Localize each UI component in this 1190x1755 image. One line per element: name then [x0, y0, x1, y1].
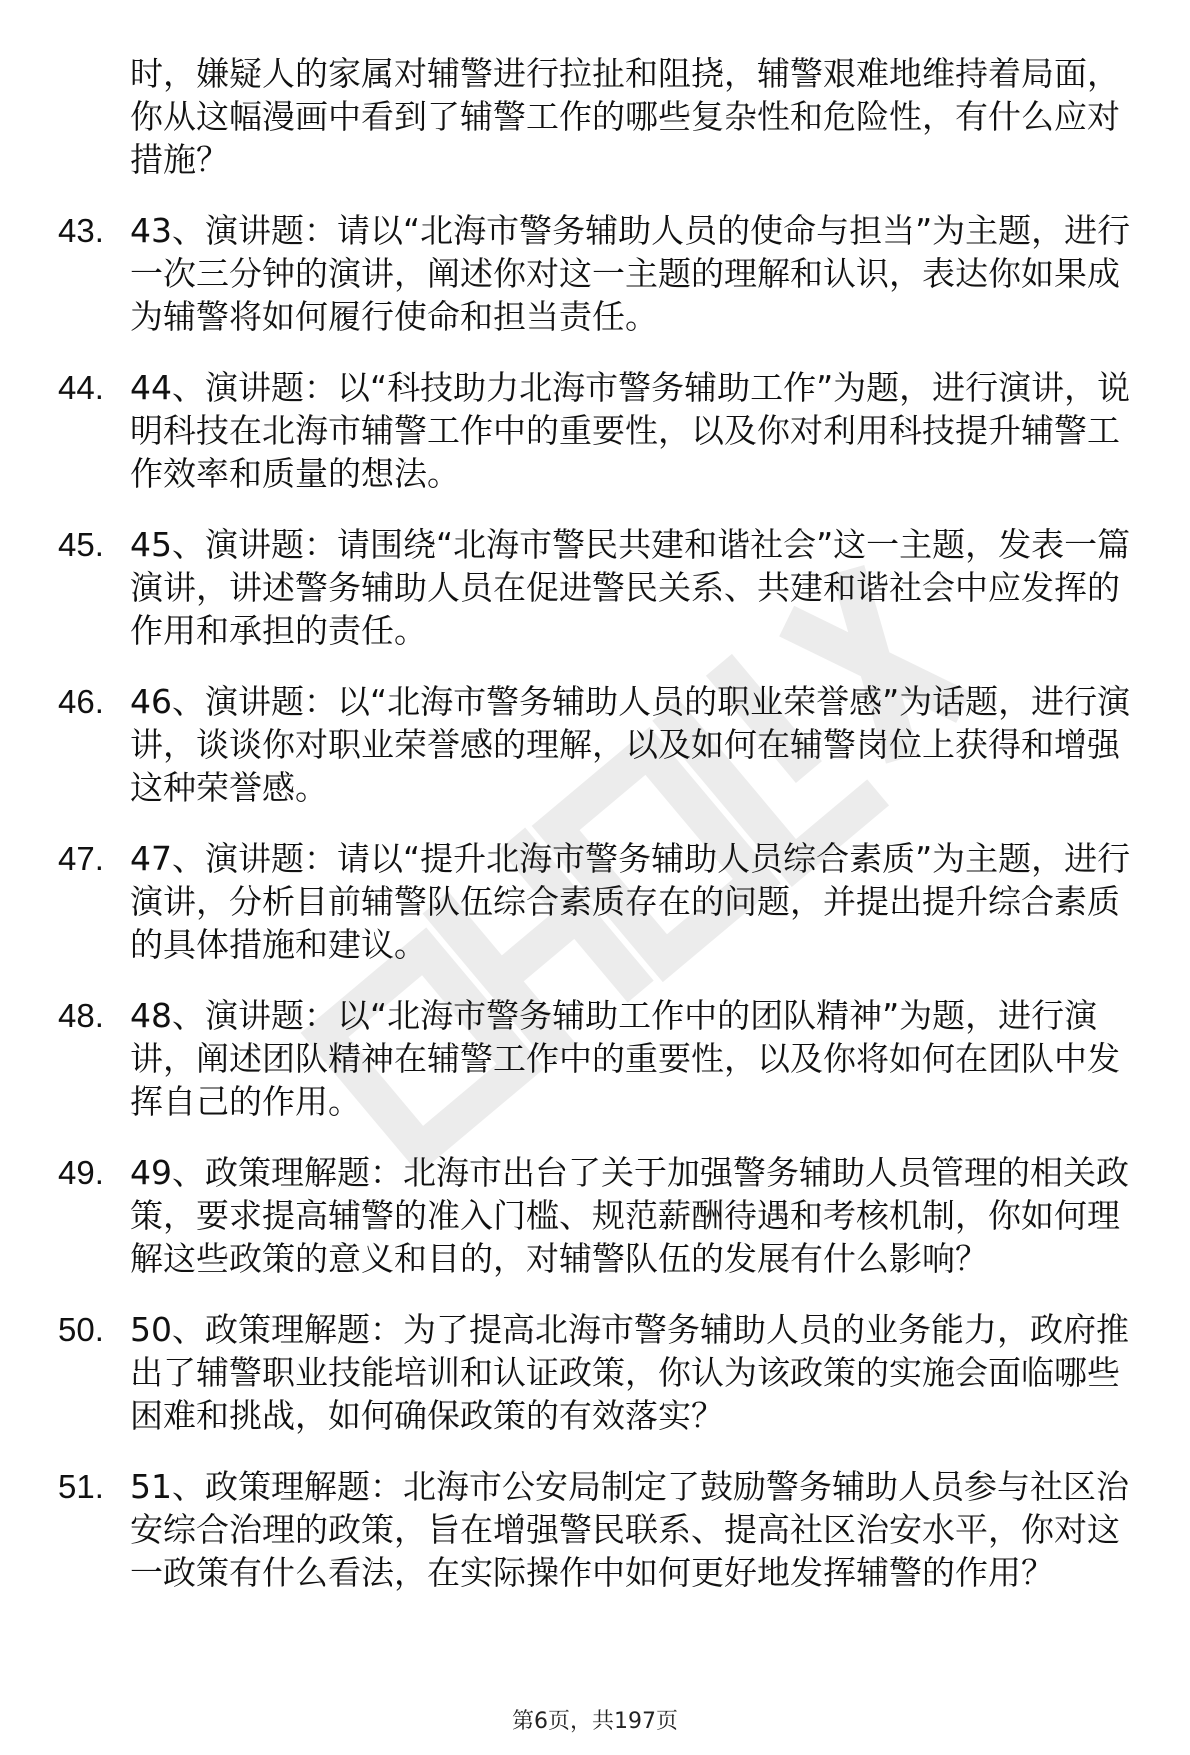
question-item-49 [58, 1151, 1148, 1280]
question-text: 45、演讲题：请围绕“北海市警民共建和谐社会”这一主题，发表一篇演讲，讲述警务辅助人员在促进警民关系、共建和谐社会中应发挥的作用和承担的责任。 [130, 525, 1131, 650]
question-item-47 [58, 837, 1148, 966]
question-item-46 [58, 680, 1148, 809]
question-text: 47、演讲题：请以“提升北海市警务辅助人员综合素质”为主题，进行演讲，分析目前辅警队伍综合素质存在的问题，并提出提升综合素质的具体措施和建议。 [130, 839, 1131, 964]
question-item-43 [58, 209, 1148, 338]
question-number: 51. [58, 1468, 104, 1505]
question-number: 50. [58, 1311, 104, 1348]
question-text: 48、演讲题：以“北海市警务辅助工作中的团队精神”为题，进行演讲，阐述团队精神在辅警工作中的重要性，以及你将如何在团队中发挥自己的作用。 [130, 996, 1120, 1121]
question-number: 49. [58, 1154, 104, 1191]
question-number: 43. [58, 212, 104, 249]
question-number: 44. [58, 369, 104, 406]
question-text: 43、演讲题：请以“北海市警务辅助人员的使命与担当”为主题，进行一次三分钟的演讲，阐述你对这一主题的理解和认识，表达你如果成为辅警将如何履行使命和担当责任。 [130, 211, 1131, 336]
question-number: 47. [58, 840, 104, 877]
document-body [58, 52, 1148, 1622]
question-number: 46. [58, 683, 104, 720]
question-text: 46、演讲题：以“北海市警务辅助人员的职业荣誉感”为话题，进行演讲，谈谈你对职业荣誉感的理解，以及如何在辅警岗位上获得和增强这种荣誉感。 [130, 682, 1131, 807]
question-text: 51、政策理解题：北海市公安局制定了鼓励警务辅助人员参与社区治安综合治理的政策，旨在增强警民联系、提高社区治安水平，你对这一政策有什么看法，在实际操作中如何更好地发挥辅警的作用？ [130, 1467, 1129, 1592]
question-text: 44、演讲题：以“科技助力北海市警务辅助工作”为题，进行演讲，说明科技在北海市辅警工作中的重要性，以及你对利用科技提升辅警工作效率和质量的想法。 [130, 368, 1131, 493]
question-item-45 [58, 523, 1148, 652]
question-text: 50、政策理解题：为了提高北海市警务辅助人员的业务能力，政府推出了辅警职业技能培训和认证政策，你认为该政策的实施会面临哪些困难和挑战，如何确保政策的有效落实？ [130, 1310, 1129, 1435]
question-item-50 [58, 1308, 1148, 1437]
continued-question-text: 时，嫌疑人的家属对辅警进行拉扯和阻挠，辅警艰难地维持着局面，你从这幅漫画中看到了辅警工作的哪些复杂性和危险性，有什么应对措施？ [130, 54, 1120, 179]
page-footer: 第6页，共197页 [512, 1709, 678, 1734]
question-item-44 [58, 366, 1148, 495]
question-number: 45. [58, 526, 104, 563]
question-number: 48. [58, 997, 104, 1034]
question-text: 49、政策理解题：北海市出台了关于加强警务辅助人员管理的相关政策，要求提高辅警的准入门槛、规范薪酬待遇和考核机制，你如何理解这些政策的意义和目的，对辅警队伍的发展有什么影响？ [130, 1153, 1129, 1278]
question-item-48 [58, 994, 1148, 1123]
question-item-51 [58, 1465, 1148, 1594]
